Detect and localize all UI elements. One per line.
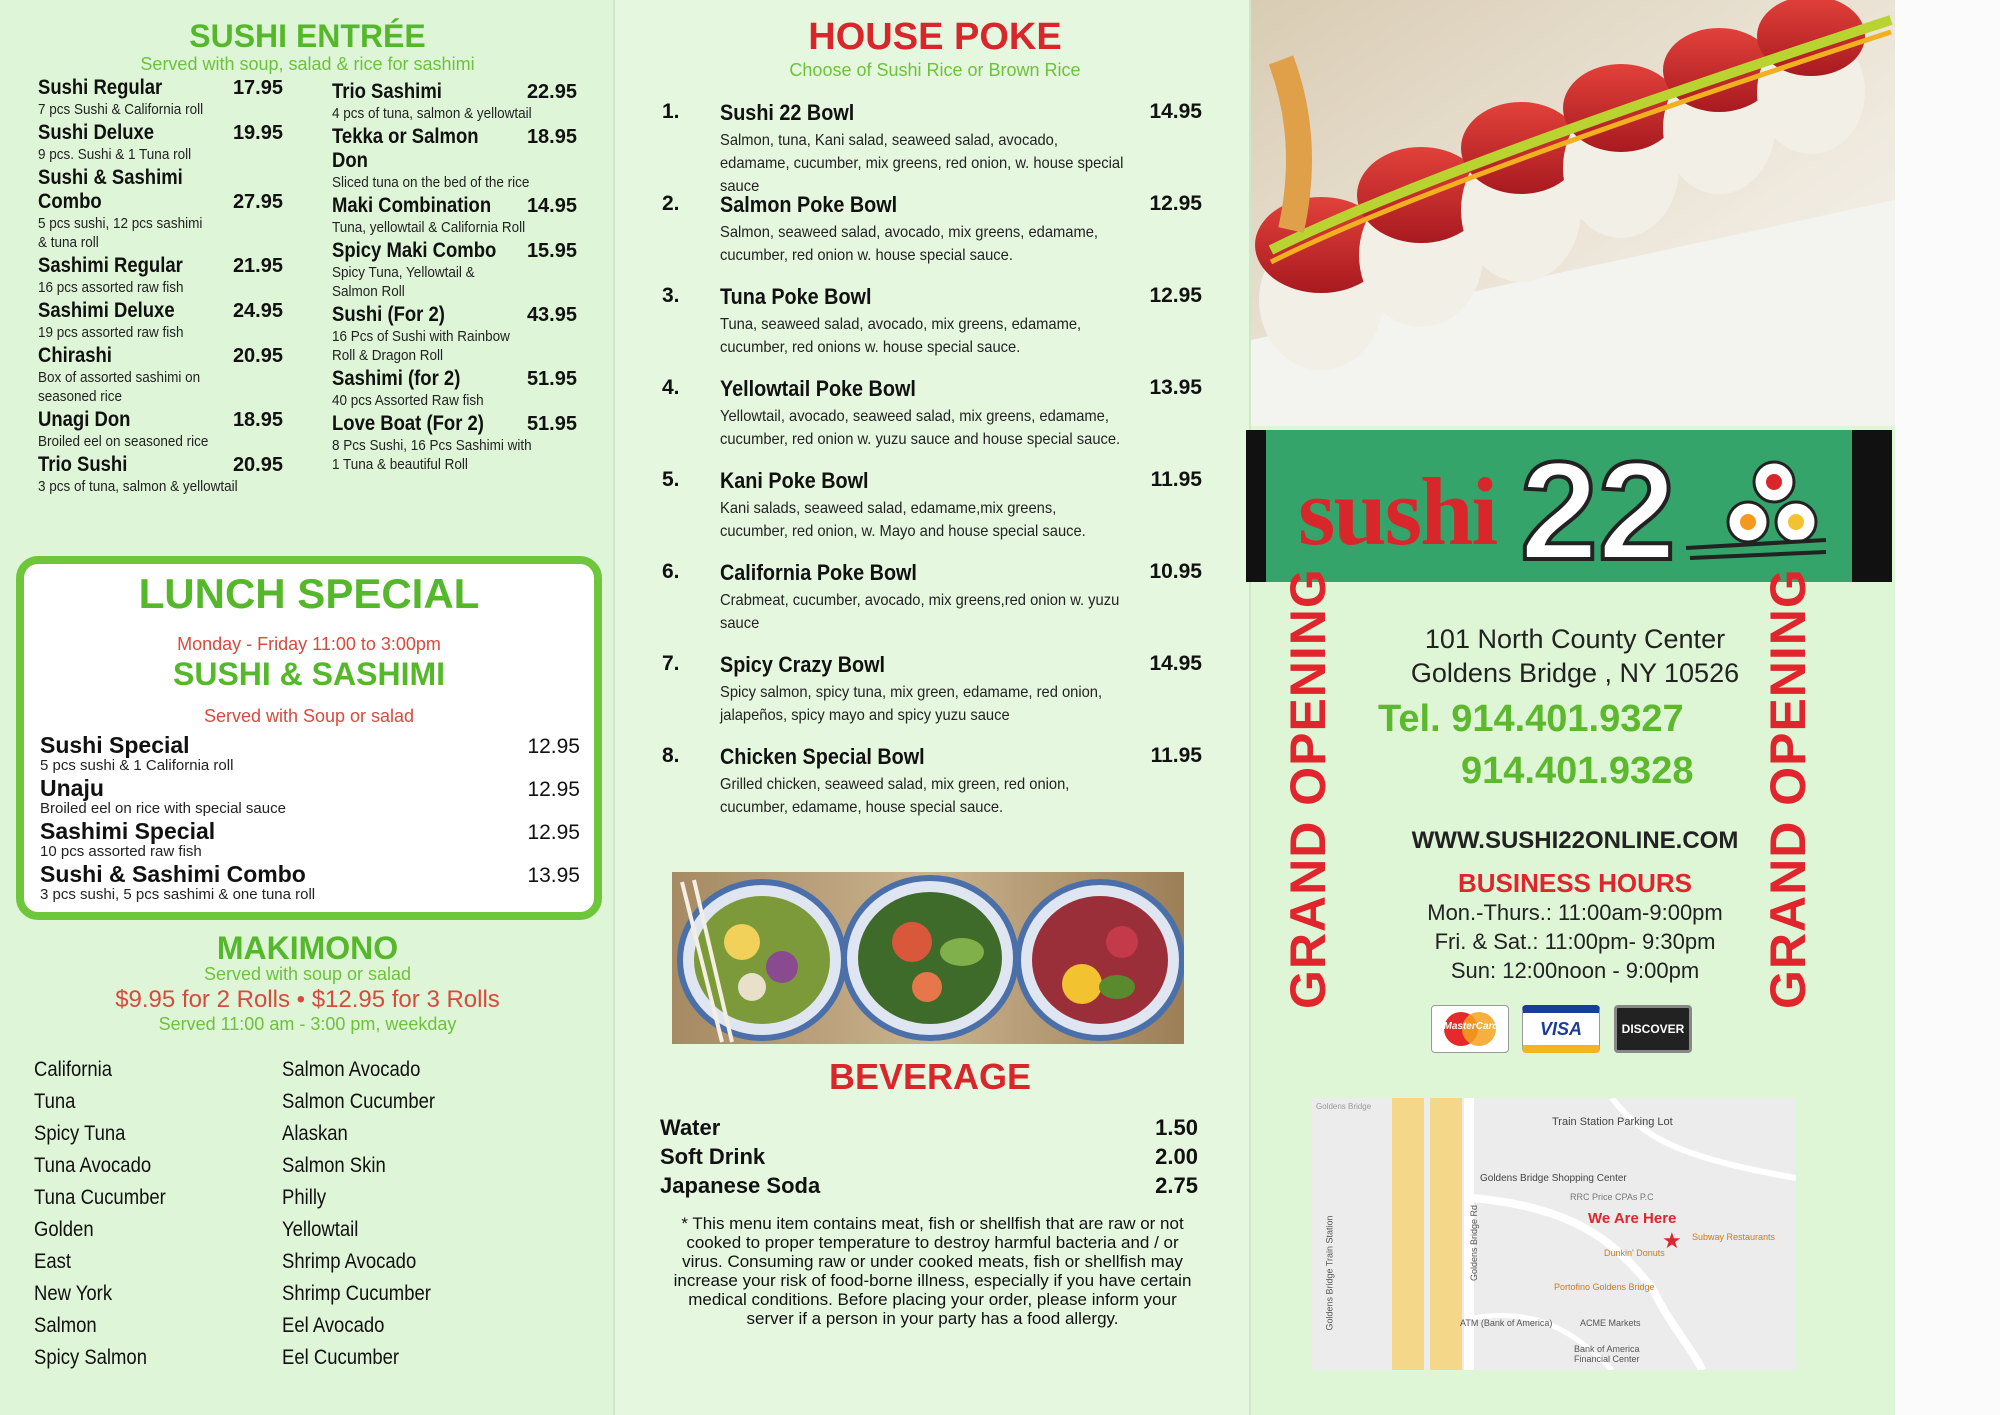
entree-name: Trio Sushi bbox=[38, 453, 128, 476]
map-rrc: RRC Price CPAs P.C bbox=[1570, 1192, 1654, 1202]
lunch-special-subtitle: SUSHI & SASHIMI bbox=[172, 656, 446, 692]
entree-description: 19 pcs assorted raw fish bbox=[38, 324, 184, 341]
entree-row bbox=[332, 367, 577, 391]
entree-name: Unagi Don bbox=[38, 408, 131, 431]
entree-price: 43.95 bbox=[526, 304, 577, 326]
poke-number: 4. bbox=[662, 376, 680, 399]
makimono-served: Served with soup or salad bbox=[203, 964, 412, 984]
entree-name: Maki Combination bbox=[332, 194, 492, 217]
entree-description: Spicy Tuna, Yellowtail & Salmon Roll bbox=[332, 264, 475, 300]
map-subway: Subway Restaurants bbox=[1692, 1232, 1776, 1242]
lunch-item bbox=[40, 861, 580, 903]
address-line-1: 101 North County Center bbox=[1424, 624, 1726, 654]
lunch-item-name: Sashimi Special bbox=[40, 818, 216, 844]
entree-description: 8 Pcs Sushi, 16 Pcs Sashimi with 1 Tuna & beautiful Roll bbox=[332, 437, 532, 473]
entree-item bbox=[332, 367, 577, 410]
map-we-are-here: We Are Here bbox=[1588, 1210, 1677, 1227]
poke-name: Tuna Poke Bowl bbox=[720, 284, 872, 309]
sushi-rolls-icon bbox=[1676, 460, 1836, 570]
entree-right-column bbox=[332, 80, 577, 476]
map-shopping-center: Goldens Bridge Shopping Center bbox=[1480, 1173, 1627, 1184]
poke-item bbox=[662, 100, 1202, 195]
entree-item bbox=[38, 344, 283, 406]
poke-price: 11.95 bbox=[1150, 468, 1202, 491]
poke-number: 5. bbox=[662, 468, 680, 491]
mastercard-logo bbox=[1431, 1005, 1509, 1053]
entree-name: Sashimi (for 2) bbox=[332, 367, 461, 390]
entree-name: Sushi Deluxe bbox=[38, 121, 155, 144]
roll-item: Philly bbox=[282, 1186, 327, 1209]
roll-item: Spicy Tuna bbox=[34, 1122, 126, 1145]
roll-item: Golden bbox=[34, 1218, 94, 1241]
hours-mon-thu: Mon.-Thurs.: 11:00am-9:00pm bbox=[1427, 900, 1723, 925]
poke-item bbox=[662, 744, 1202, 832]
entree-name: Sushi & Sashimi Combo bbox=[38, 166, 183, 213]
lunch-item-description: 3 pcs sushi, 5 pcs sashimi & one tuna roll bbox=[40, 886, 316, 903]
entree-item bbox=[38, 166, 283, 252]
poke-price: 14.95 bbox=[1149, 652, 1202, 675]
poke-price: 14.95 bbox=[1149, 100, 1202, 123]
hours-fri-sat: Fri. & Sat.: 11:00pm- 9:30pm bbox=[1434, 929, 1716, 954]
entree-name: Tekka or Salmon Don bbox=[332, 125, 479, 172]
poke-description: Crabmeat, cucumber, avocado, mix greens,red onion w. yuzu sauce bbox=[720, 592, 1120, 632]
poke-name: Kani Poke Bowl bbox=[720, 468, 869, 493]
poke-number: 8. bbox=[662, 744, 680, 767]
lunch-item bbox=[40, 818, 580, 860]
roll-item: Eel Avocado bbox=[282, 1314, 385, 1337]
lunch-item bbox=[40, 775, 580, 817]
address-line-2: Goldens Bridge , NY 10526 bbox=[1410, 658, 1740, 688]
map-acme: ACME Markets bbox=[1580, 1318, 1641, 1328]
poke-item bbox=[662, 376, 1202, 464]
poke-description: Salmon, tuna, Kani salad, seaweed salad, avocado, edamame, cucumber, mix greens, red onion, w. house special sauce bbox=[720, 132, 1124, 195]
lunch-special-title: LUNCH SPECIAL bbox=[138, 570, 480, 617]
entree-row bbox=[38, 453, 283, 477]
roll-item: Salmon bbox=[34, 1314, 97, 1337]
lunch-item bbox=[40, 732, 580, 774]
entree-price: 18.95 bbox=[526, 126, 577, 148]
entree-item bbox=[332, 80, 577, 123]
entree-row bbox=[332, 412, 577, 436]
telephone-1: Tel. 914.401.9327 bbox=[1378, 698, 1684, 740]
poke-description: Spicy salmon, spicy tuna, mix green, edamame, red onion, jalapeños, spicy mayo and spicy yuzu sauce bbox=[720, 684, 1103, 724]
poke-item bbox=[662, 468, 1202, 556]
house-poke-title: HOUSE POKE bbox=[808, 16, 1062, 58]
poke-name: California Poke Bowl bbox=[720, 560, 917, 585]
entree-row bbox=[38, 299, 283, 323]
entree-item bbox=[38, 254, 283, 297]
lunch-row bbox=[40, 732, 580, 759]
logo-banner-left-edge bbox=[1246, 430, 1266, 582]
entree-item bbox=[38, 408, 283, 451]
makimono-price-line: $9.95 for 2 Rolls • $12.95 for 3 Rolls bbox=[115, 986, 500, 1013]
logo-banner bbox=[1266, 430, 1852, 589]
entree-row bbox=[332, 239, 577, 263]
beverage-name: Japanese Soda bbox=[660, 1173, 821, 1198]
entree-item bbox=[38, 121, 283, 164]
roll-item: Salmon Skin bbox=[282, 1154, 386, 1177]
lunch-special-served: Served with Soup or salad bbox=[203, 706, 415, 726]
lunch-item-description: 10 pcs assorted raw fish bbox=[40, 843, 202, 860]
roll-item: Shrimp Cucumber bbox=[282, 1282, 431, 1305]
roll-item: Tuna bbox=[34, 1090, 76, 1113]
poke-name: Spicy Crazy Bowl bbox=[720, 652, 886, 677]
beverage-name: Water bbox=[660, 1115, 721, 1140]
house-poke-subtitle: Choose of Sushi Rice or Brown Rice bbox=[789, 60, 1081, 80]
entree-description: Broiled eel on seasoned rice bbox=[38, 433, 209, 450]
lunch-item-name: Unaju bbox=[40, 775, 104, 801]
entree-row bbox=[38, 121, 283, 145]
beverage-price: 2.00 bbox=[1155, 1144, 1198, 1169]
poke-name: Salmon Poke Bowl bbox=[720, 192, 898, 217]
entree-description: 7 pcs Sushi & California roll bbox=[38, 101, 204, 118]
entree-description: 3 pcs of tuna, salmon & yellowtail bbox=[38, 478, 238, 495]
roll-item: New York bbox=[34, 1282, 113, 1305]
entree-item bbox=[332, 194, 577, 237]
logo-word: sushi bbox=[1298, 458, 1497, 565]
entree-row bbox=[332, 194, 577, 218]
entree-price: 20.95 bbox=[232, 345, 283, 367]
roll-item: Yellowtail bbox=[282, 1218, 359, 1241]
beverage-row bbox=[660, 1144, 1198, 1170]
grand-opening-right: GRAND OPENING bbox=[1760, 568, 1816, 1009]
poke-price: 13.95 bbox=[1149, 376, 1202, 399]
entree-item bbox=[332, 412, 577, 474]
poke-number: 6. bbox=[662, 560, 680, 583]
entree-price: 17.95 bbox=[232, 77, 283, 99]
entree-row bbox=[38, 344, 283, 368]
entree-item bbox=[332, 125, 577, 192]
poke-number: 2. bbox=[662, 192, 680, 215]
map-portofino: Portofino Goldens Bridge bbox=[1554, 1282, 1655, 1292]
beverage-row bbox=[660, 1115, 1198, 1141]
lunch-item-price: 13.95 bbox=[527, 864, 580, 887]
poke-price: 10.95 bbox=[1149, 560, 1202, 583]
poke-number: 3. bbox=[662, 284, 680, 307]
roll-item: Spicy Salmon bbox=[34, 1346, 147, 1369]
entree-price: 20.95 bbox=[232, 454, 283, 476]
entree-description: Sliced tuna on the bed of the rice bbox=[332, 174, 530, 191]
entree-item bbox=[38, 299, 283, 342]
entree-name: Sashimi Regular bbox=[38, 254, 183, 277]
visa-logo: VISA bbox=[1522, 1005, 1600, 1053]
lunch-item-name: Sushi & Sashimi Combo bbox=[40, 861, 306, 887]
roll-item: Shrimp Avocado bbox=[282, 1250, 417, 1273]
entree-item bbox=[38, 453, 283, 496]
entree-row bbox=[38, 254, 283, 278]
poke-item bbox=[662, 560, 1202, 648]
entree-description: Box of assorted sashimi on seasoned rice bbox=[38, 369, 201, 405]
entree-description: 9 pcs. Sushi & 1 Tuna roll bbox=[38, 146, 192, 163]
poke-name: Sushi 22 Bowl bbox=[720, 100, 855, 125]
roll-item: California bbox=[34, 1058, 113, 1081]
page-margin bbox=[1895, 0, 2000, 1415]
lunch-row bbox=[40, 818, 580, 845]
makimono-column-1 bbox=[34, 1058, 184, 1378]
map-top-label: Goldens Bridge bbox=[1316, 1102, 1372, 1111]
entree-name: Sushi Regular bbox=[38, 76, 163, 99]
poke-description: Salmon, seaweed salad, avocado, mix greens, edamame, cucumber, red onion w. house special sauce. bbox=[720, 224, 1099, 264]
sushi-entree-subtitle: Served with soup, salad & rice for sashimi bbox=[140, 54, 475, 74]
entree-item bbox=[38, 76, 283, 119]
entree-description: 4 pcs of tuna, salmon & yellowtail bbox=[332, 105, 532, 122]
map-road-goldens-bridge: Goldens Bridge Rd bbox=[1469, 1204, 1480, 1282]
mastercard-label: MasterCard bbox=[1443, 1021, 1499, 1032]
lunch-special-hours: Monday - Friday 11:00 to 3:00pm bbox=[177, 634, 441, 654]
grand-opening-left: GRAND OPENING bbox=[1280, 568, 1336, 1009]
entree-price: 18.95 bbox=[232, 409, 283, 431]
entree-description: Tuna, yellowtail & California Roll bbox=[332, 219, 526, 236]
makimono-column-2 bbox=[282, 1058, 456, 1378]
entree-row bbox=[38, 408, 283, 432]
poke-price: 12.95 bbox=[1149, 192, 1202, 215]
lunch-item-price: 12.95 bbox=[527, 778, 580, 801]
makimono-time: Served 11:00 am - 3:00 pm, weekday bbox=[158, 1014, 457, 1034]
entree-price: 27.95 bbox=[232, 191, 283, 213]
entree-row bbox=[332, 303, 577, 327]
beverage-row bbox=[660, 1173, 1198, 1199]
poke-bowls-photo bbox=[672, 872, 1184, 1044]
poke-description: Kani salads, seaweed salad, edamame,mix greens, cucumber, red onion, w. Mayo and house special sauce. bbox=[720, 500, 1086, 540]
hours-sun: Sun: 12:00noon - 9:00pm bbox=[1450, 958, 1700, 983]
roll-item: Alaskan bbox=[282, 1122, 348, 1145]
roll-item: Tuna Cucumber bbox=[34, 1186, 166, 1209]
entree-name: Sashimi Deluxe bbox=[38, 299, 175, 322]
entree-item bbox=[332, 303, 577, 365]
entree-name: Love Boat (For 2) bbox=[332, 412, 484, 435]
map-bank-of-america: Bank of America Financial Center bbox=[1574, 1344, 1640, 1364]
entree-item bbox=[332, 239, 577, 301]
entree-name: Sushi (For 2) bbox=[332, 303, 445, 326]
poke-description: Tuna, seaweed salad, avocado, mix greens, edamame, cucumber, red onions w. house special sauce. bbox=[720, 316, 1082, 356]
lunch-item-price: 12.95 bbox=[527, 735, 580, 758]
entree-price: 21.95 bbox=[232, 255, 283, 277]
lunch-item-price: 12.95 bbox=[527, 821, 580, 844]
map-star-icon: ★ bbox=[1662, 1228, 1682, 1253]
roll-item: Tuna Avocado bbox=[34, 1154, 152, 1177]
lunch-item-description: 5 pcs sushi & 1 California roll bbox=[40, 757, 234, 774]
entree-price: 14.95 bbox=[526, 195, 577, 217]
poke-item bbox=[662, 652, 1202, 740]
logo-banner-right-edge bbox=[1852, 430, 1892, 582]
entree-row bbox=[332, 125, 577, 173]
entree-row bbox=[332, 80, 577, 104]
website-link[interactable]: WWW.SUSHI22ONLINE.COM bbox=[1411, 827, 1739, 854]
roll-item: Salmon Avocado bbox=[282, 1058, 421, 1081]
lunch-item-name: Sushi Special bbox=[40, 732, 190, 758]
roll-item: Eel Cucumber bbox=[282, 1346, 400, 1369]
entree-price: 24.95 bbox=[232, 300, 283, 322]
poke-description: Yellowtail, avocado, seaweed salad, mix greens, edamame, cucumber, red onion w. yuzu sauce and house special sauce. bbox=[720, 408, 1121, 448]
poke-description: Grilled chicken, seaweed salad, mix green, red onion, cucumber, edamame, house special sauce. bbox=[720, 776, 1070, 816]
entree-description: 16 pcs assorted raw fish bbox=[38, 279, 184, 296]
lunch-row bbox=[40, 775, 580, 802]
roll-item: Salmon Cucumber bbox=[282, 1090, 436, 1113]
poke-name: Chicken Special Bowl bbox=[720, 744, 925, 769]
roll-item: East bbox=[34, 1250, 71, 1273]
poke-price: 11.95 bbox=[1150, 744, 1202, 767]
business-hours-title: BUSINESS HOURS bbox=[1457, 868, 1693, 898]
entree-description: 5 pcs sushi, 12 pcs sashimi & tuna roll bbox=[38, 215, 203, 251]
lunch-item-description: Broiled eel on rice with special sauce bbox=[40, 800, 286, 817]
telephone-2: 914.401.9328 bbox=[1461, 750, 1694, 792]
entree-price: 15.95 bbox=[526, 240, 577, 262]
sushi-roll-photo bbox=[1251, 0, 1895, 426]
allergy-disclaimer: * This menu item contains meat, fish or shellfish that are raw or not cooked to proper temperature to destroy harmful bacteria and / or virus. Consuming raw or under cooked meats, fish or shellfish may increase your risk of food-borne illness, especially if you have certain medical conditions. Before placing your order, please inform your server if a person in your party has a food allergy. bbox=[673, 1214, 1192, 1328]
poke-number: 7. bbox=[662, 652, 680, 675]
entree-row bbox=[38, 166, 283, 214]
map-road-train-station: Goldens Bridge Train Station bbox=[1324, 1215, 1335, 1331]
entree-name: Trio Sashimi bbox=[332, 80, 442, 103]
poke-item bbox=[662, 192, 1202, 280]
entree-name: Chirashi bbox=[38, 344, 112, 367]
lunch-special-box bbox=[16, 556, 602, 920]
map-atm: ATM (Bank of America) bbox=[1460, 1318, 1553, 1328]
entree-price: 19.95 bbox=[232, 122, 283, 144]
entree-name: Spicy Maki Combo bbox=[332, 239, 497, 262]
logo-number: 22 bbox=[1520, 432, 1676, 589]
entree-price: 22.95 bbox=[526, 81, 577, 103]
entree-price: 51.95 bbox=[526, 413, 577, 435]
sushi-entree-title: SUSHI ENTRÉE bbox=[189, 18, 426, 54]
location-map[interactable] bbox=[1312, 1098, 1796, 1370]
entree-description: 16 Pcs of Sushi with Rainbow Roll & Dragon Roll bbox=[332, 328, 510, 364]
beverage-name: Soft Drink bbox=[660, 1144, 766, 1169]
map-dunkin: Dunkin' Donuts bbox=[1604, 1248, 1665, 1258]
poke-item bbox=[662, 284, 1202, 372]
entree-price: 51.95 bbox=[526, 368, 577, 390]
lunch-row bbox=[40, 861, 580, 888]
entree-description: 40 pcs Assorted Raw fish bbox=[332, 392, 484, 409]
map-parking: Train Station Parking Lot bbox=[1552, 1116, 1673, 1128]
beverage-price: 1.50 bbox=[1155, 1115, 1198, 1140]
entree-row bbox=[38, 76, 283, 100]
poke-name: Yellowtail Poke Bowl bbox=[720, 376, 916, 401]
poke-price: 12.95 bbox=[1149, 284, 1202, 307]
discover-logo: DISCOVER bbox=[1614, 1005, 1692, 1053]
beverage-title: BEVERAGE bbox=[828, 1056, 1032, 1097]
makimono-title: MAKIMONO bbox=[216, 930, 399, 966]
poke-number: 1. bbox=[662, 100, 680, 123]
beverage-price: 2.75 bbox=[1155, 1173, 1198, 1198]
entree-left-column bbox=[38, 76, 283, 498]
